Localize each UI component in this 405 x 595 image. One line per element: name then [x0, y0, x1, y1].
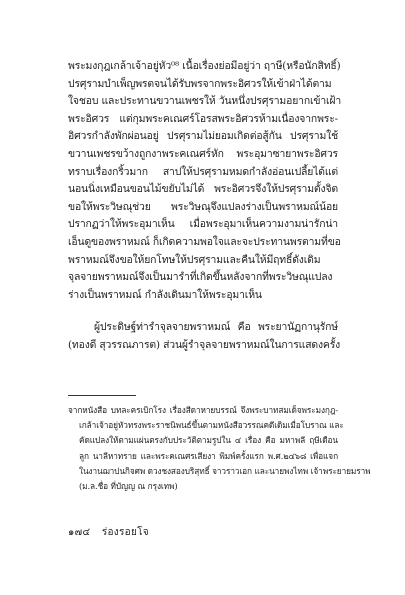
footnote-line: คัดแปลงให้ตามแผ่นตรงกับประวัติตามรูปใน ๔ เรื่อง คือ มหาพลี ฤษีเดือน: [79, 435, 338, 446]
text-line: ขอให้พระวิษณุช่วย พระวิษณุจึงแปลงร่างเป็นพราหมณ์น้อย: [68, 200, 338, 213]
text-line: พราหมณ์จึงขอให้ยกโทษให้ปรศุรามและคืนให้มีฤทธิ์ดังเดิม: [68, 253, 321, 266]
text-line: อิศวรกำลังพักผ่อนอยู่ ปรศุรามไม่ยอมเกิดต่อสู้กัน ปรศุรามใช้: [68, 130, 338, 143]
text-line: ร่างเป็นพราหมณ์ กำลังเดินมาให้พระอุมาเห็น: [68, 288, 262, 301]
text-line: ปรศุรามบำเพ็ญพรตจนได้รับพรจากพระอิศวรให้เข้าฝ่าได้ตาม: [68, 77, 332, 90]
footnote-line: (ม.ล.ชื่อ ที่บัญญ ณ กรุงเทพ): [79, 481, 178, 492]
text-line: นอนนิ่งเหมือนขอนไม้ขยับไม่ได้ พระอิศวรจึงให้ปรศุรามตั้งจิต: [68, 183, 338, 196]
main-text: [68, 58, 342, 355]
page-footer: [68, 525, 149, 540]
footnote-line: ในงานฌาปนกิจศพ ดวงชงสองบริสุทธิ์ จาวราวเอก และนายพงไทพ เจ้าพระยายมราพ: [79, 465, 371, 476]
footnote: [68, 403, 371, 494]
running-title: ร่องรอยโจ: [101, 527, 149, 538]
footnote-line: เกล้าเจ้าอยู่หัวทรงพระราชนิพนธ์ขึ้นตามหนังสือวรรณคดีเดิมเมื่อโบราณ และ: [79, 420, 344, 431]
text-line: ปรากฏว่าให้พระอุมาเห็น เมื่อพระอุมาเห็นความงามน่ารักน่า: [68, 218, 338, 231]
footnote-line: จากหนังสือ บทละครเบิกโรง เรื่องสีดาหายบรรณ์ จึงพระบาทสมเด็จพระมงกุฎ-: [68, 405, 338, 415]
text-line: จุลจายพราหมณ์จึงเป็นมารำที่เกิดขึ้นหลังจากที่พระวิษณุแปลง: [68, 271, 333, 284]
text-line: เอ็นดูของพราหมณ์ ก็เกิดความพอใจและจะประทานพรตามที่ขอ: [68, 235, 341, 248]
page-number: ๑๗๔: [68, 527, 91, 538]
paragraph-2: [68, 319, 341, 354]
paragraph-1: [68, 58, 342, 304]
text-line: พระอิศวร แต่กุมพระคเณศร์โอรสพระอิศวรห้ามเนื่องจากพระ-: [68, 112, 338, 125]
text-line: ใจชอบ และประทานขวานเพชรให้ วันหนึ่งปรศุรามอยากเข้าเฝ้า: [68, 95, 342, 108]
text-line: ขวานเพชรขว้างถูกงาพระคเณศร์หัก พระอุมาซายาพระอิศวร: [68, 147, 338, 160]
text-line: ทราบเรื่องกริ้วมาก สาปให้ปรศุรามหมดกำลังอ่อนเปลี้ยได้แต่: [68, 165, 338, 178]
paragraph-spacer: [68, 304, 338, 319]
footnote-rule: [68, 395, 136, 396]
text-line: (ทองดี สุวรรณภารต) ส่วนผู้รำจุลจายพราหมณ์ในการแสดงครั้ง: [68, 338, 341, 351]
text-line: พระมงกุฎเกล้าเจ้าอยู่หัว⁰⁸ เนื้อเรื่องย่อมีอยู่ว่า ฤาษี(หรือนักสิทธิ์): [68, 60, 341, 72]
footnote-line: ลูก นาลีหาทราย และพระคเณศรเสียงา พิมพ์ครั้งแรก พ.ศ.๒๔๖๘ เพื่อแจก: [79, 450, 338, 461]
text-line: ผู้ประดิษฐ์ท่ารำจุลจายพราหมณ์ คือ พระยานัฏกานุรักษ์: [94, 321, 338, 334]
